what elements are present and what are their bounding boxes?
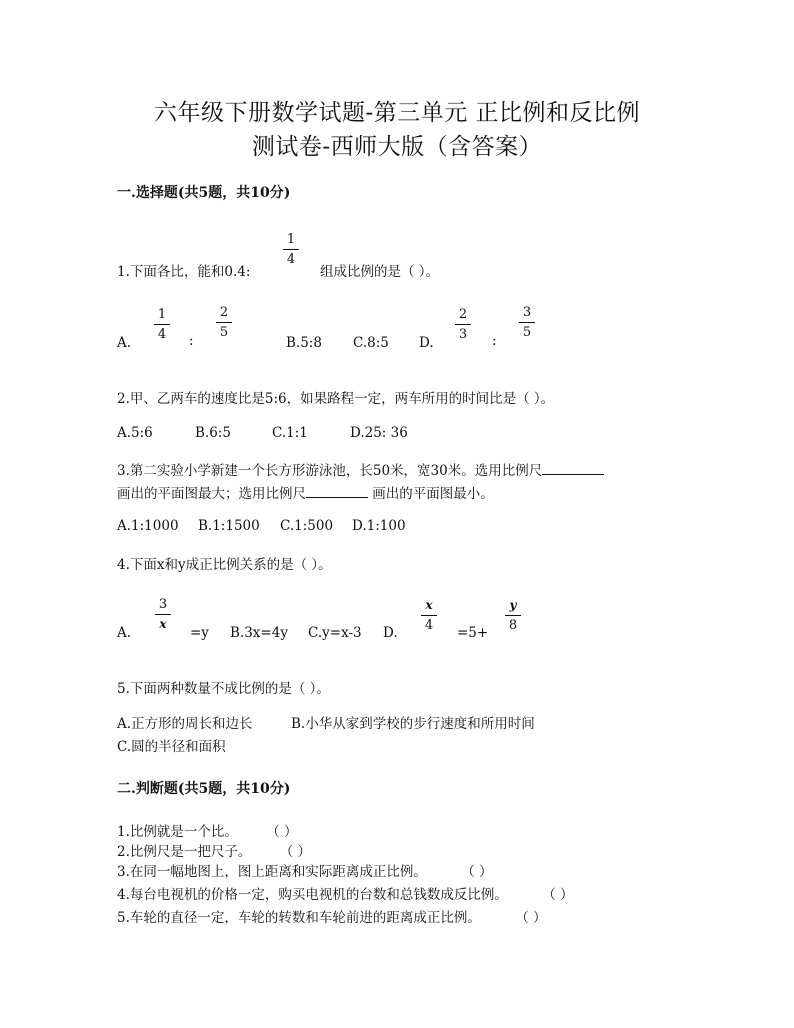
q4-option-a-fraction [152, 597, 174, 632]
fraction-den: 3 [458, 327, 468, 342]
q1-option-b: B.5:8 [286, 335, 322, 351]
q4-option-b: B.3x=4y [230, 625, 288, 641]
fraction-den: 5 [522, 325, 532, 340]
doc-title-line2: 测试卷-西师大版（含答案） [251, 134, 543, 160]
q4-option-c: C.y=x-3 [308, 625, 362, 641]
fraction-num: 2 [219, 305, 229, 320]
q4-option-d-fraction2 [502, 598, 524, 633]
fraction-den: 4 [424, 618, 434, 633]
tf-item-2 [117, 840, 311, 860]
fraction-bar [519, 322, 535, 323]
q4-option-d-label: D. [383, 625, 398, 641]
q5-option-b: B.小华从家到学校的步行速度和所用时间 [291, 716, 535, 732]
fraction-num: 3 [522, 305, 532, 320]
q1-prefix: 1.下面各比，能和0.4: [117, 264, 251, 280]
fraction-num: y [509, 598, 517, 612]
q1-option-a-fraction1 [151, 307, 173, 342]
q2-option-d: D.25: 36 [350, 425, 408, 441]
tf-item-5 [117, 906, 546, 926]
q1-option-a-fraction2 [213, 305, 235, 340]
fraction-bar [505, 615, 521, 616]
fraction-bar [455, 324, 471, 325]
tf-item-text: 1.比例就是一个比。 [117, 824, 238, 840]
q1-option-a-colon: : [189, 333, 194, 349]
q3-option-a: A.1:1000 [117, 518, 179, 534]
q1-suffix: 组成比例的是（ ）。 [320, 264, 440, 280]
q3-line2-text-b: 画出的平面图最小。 [372, 486, 494, 502]
section1-heading: 一.选择题(共5题，共10分) [117, 185, 291, 201]
answer-paren[interactable]: （ ） [266, 824, 298, 840]
tf-item-1 [117, 820, 297, 840]
fraction-den: x [159, 617, 167, 631]
q3-blank2[interactable] [306, 497, 368, 498]
fraction-bar [283, 249, 299, 250]
q3-line1 [117, 459, 604, 479]
q1-option-d-fraction1 [452, 307, 474, 342]
tf-item-text: 3.在同一幅地图上，图上距离和实际距离成正比例。 [117, 864, 427, 880]
q5-text: 5.下面两种数量不成比例的是（ ）。 [117, 681, 330, 697]
fraction-bar [421, 615, 437, 616]
answer-paren[interactable]: （ ） [515, 910, 547, 926]
fraction-num: 1 [157, 307, 167, 322]
q1-option-a-label: A. [117, 335, 132, 351]
fraction-den: 8 [508, 618, 518, 633]
tf-item-4 [117, 883, 573, 903]
q1-option-d-fraction2 [516, 305, 538, 340]
answer-paren[interactable]: （ ） [461, 864, 493, 880]
doc-title-line1: 六年级下册数学试题-第三单元 正比例和反比例 [153, 100, 641, 126]
tf-item-text: 4.每台电视机的价格一定，购买电视机的台数和总钱数成反比例。 [117, 887, 508, 903]
q4-option-d-mid: =5+ [457, 625, 489, 641]
tf-item-3 [117, 860, 492, 880]
section2-heading: 二.判断题(共5题，共10分) [117, 781, 291, 797]
fraction-num: 3 [158, 597, 168, 612]
q3-line1-text: 3.第二实验小学新建一个长方形游泳池，长50米，宽30米。选用比例尺 [117, 463, 543, 479]
q1-option-d-label: D. [419, 335, 434, 351]
tf-item-text: 2.比例尺是一把尺子。 [117, 844, 252, 860]
q2-option-a: A.5:6 [117, 425, 153, 441]
fraction-den: 4 [157, 327, 167, 342]
fraction-bar [155, 614, 171, 615]
answer-paren[interactable]: （ ） [279, 844, 311, 860]
q1-frac-num: 1 [286, 232, 296, 247]
q1-option-c: C.8:5 [353, 335, 389, 351]
q1-frac-den: 4 [286, 252, 296, 267]
q3-line2-text-a: 画出的平面图最大；选用比例尺 [117, 486, 306, 502]
q1-fraction [280, 232, 302, 267]
q3-line2 [117, 482, 494, 502]
fraction-num: x [425, 598, 433, 612]
q4-text: 4.下面x和y成正比例关系的是（ ）。 [117, 557, 332, 573]
q3-option-c: C.1:500 [280, 518, 334, 534]
q4-option-a-label: A. [117, 625, 132, 641]
fraction-num: 2 [458, 307, 468, 322]
answer-paren[interactable]: （ ） [542, 887, 574, 903]
fraction-den: 5 [219, 325, 229, 340]
q1-option-d-colon: : [492, 333, 497, 349]
q3-option-d: D.1:100 [352, 518, 406, 534]
q3-option-b: B.1:1500 [198, 518, 260, 534]
fraction-bar [216, 322, 232, 323]
fraction-bar [154, 324, 170, 325]
q5-option-c: C.圆的半径和面积 [117, 739, 226, 755]
tf-item-text: 5.车轮的直径一定，车轮的转数和车轮前进的距离成正比例。 [117, 910, 481, 926]
q3-blank1[interactable] [542, 474, 604, 475]
q2-option-b: B.6:5 [195, 425, 231, 441]
q2-option-c: C.1:1 [272, 425, 308, 441]
q4-option-d-fraction1 [418, 598, 440, 633]
q2-text: 2.甲、乙两车的速度比是5:6，如果路程一定，两车所用的时间比是（ ）。 [117, 391, 555, 407]
q4-option-a-tail: =y [190, 625, 209, 641]
q5-option-a: A.正方形的周长和边长 [117, 716, 253, 732]
